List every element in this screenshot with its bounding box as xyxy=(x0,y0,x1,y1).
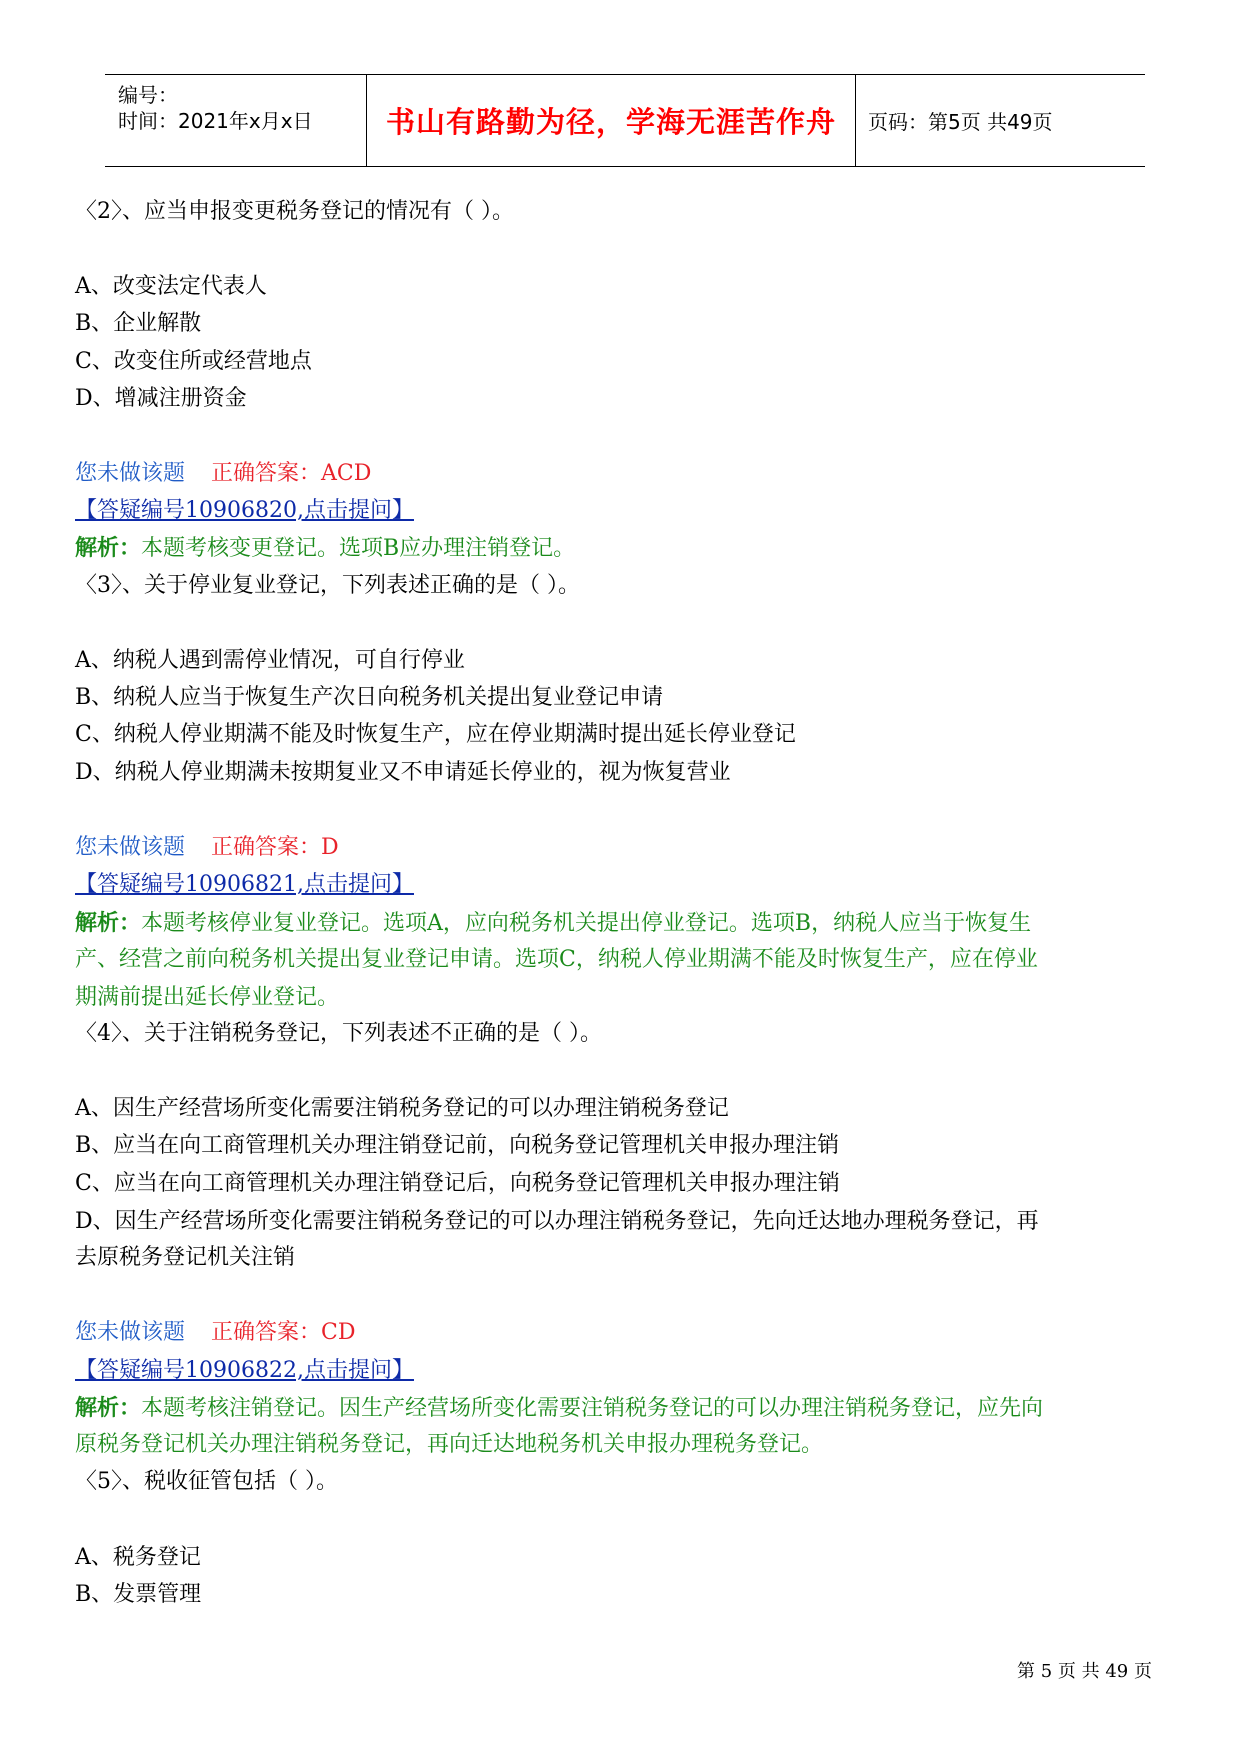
option: B、应当在向工商管理机关办理注销登记前，向税务登记管理机关申报办理注销 xyxy=(75,1133,840,1158)
header-page-cell xyxy=(856,75,1145,166)
question-stem: 〈2〉、应当申报变更税务登记的情况有（ ）。 xyxy=(75,199,514,224)
correct-answer: 正确答案：CD xyxy=(211,1320,356,1345)
analysis-line xyxy=(75,907,1031,940)
option: C、纳税人停业期满不能及时恢复生产，应在停业期满时提出延长停业登记 xyxy=(75,722,796,747)
analysis-label: 解析： xyxy=(75,1395,142,1421)
option: B、发票管理 xyxy=(75,1582,202,1607)
time-label: 时间：2021年x月x日 xyxy=(118,109,313,133)
question-stem: 〈4〉、关于注销税务登记，下列表述不正确的是（ ）。 xyxy=(75,1021,602,1046)
answer-row xyxy=(75,832,339,864)
option: 去原税务登记机关注销 xyxy=(75,1245,296,1270)
option: D、纳税人停业期满未按期复业又不申请延长停业的，视为恢复营业 xyxy=(75,760,731,785)
question-link[interactable]: 【答疑编号10906820,点击提问】 xyxy=(75,498,414,523)
option: C、改变住所或经营地点 xyxy=(75,349,312,374)
not-done-status: 您未做该题 xyxy=(75,461,186,486)
motto-text: 书山有路勤为径，学海无涯苦作舟 xyxy=(385,105,836,139)
answer-row xyxy=(75,1317,356,1349)
question-link[interactable]: 【答疑编号10906821,点击提问】 xyxy=(75,872,414,897)
page-footer: 第 5 页 共 49 页 xyxy=(1017,1661,1152,1682)
analysis-label: 解析： xyxy=(75,535,142,561)
question-stem: 〈5〉、税收征管包括（ ）。 xyxy=(75,1469,338,1494)
option: B、企业解散 xyxy=(75,311,202,336)
analysis-text: 本题考核停业复业登记。选项A，应向税务机关提出停业登记。选项B，纳税人应当于恢复生 xyxy=(141,911,1032,936)
option: D、增减注册资金 xyxy=(75,386,247,411)
not-done-status: 您未做该题 xyxy=(75,835,186,860)
option: C、应当在向工商管理机关办理注销登记后，向税务登记管理机关申报办理注销 xyxy=(75,1171,840,1196)
header-left-cell xyxy=(105,75,367,166)
analysis-text: 产、经营之前向税务机关提出复业登记申请。选项C，纳税人停业期满不能及时恢复生产，应在停业 xyxy=(75,947,1038,972)
analysis-text: 本题考核变更登记。选项B应办理注销登记。 xyxy=(141,536,576,561)
analysis-text: 本题考核注销登记。因生产经营场所变化需要注销税务登记的可以办理注销税务登记，应先向 xyxy=(141,1396,1044,1421)
question-stem: 〈3〉、关于停业复业登记，下列表述正确的是（ ）。 xyxy=(75,573,580,598)
option: A、因生产经营场所变化需要注销税务登记的可以办理注销税务登记 xyxy=(75,1096,729,1121)
option: A、改变法定代表人 xyxy=(75,274,267,299)
not-done-status: 您未做该题 xyxy=(75,1320,186,1345)
answer-row xyxy=(75,458,371,490)
option: A、纳税人遇到需停业情况，可自行停业 xyxy=(75,648,465,673)
page-header xyxy=(105,74,1145,167)
correct-answer: 正确答案：ACD xyxy=(211,461,372,486)
analysis-text: 期满前提出延长停业登记。 xyxy=(75,985,340,1010)
header-page-info: 页码：第5页 共49页 xyxy=(868,110,1053,134)
analysis-label: 解析： xyxy=(75,910,142,936)
correct-answer: 正确答案：D xyxy=(211,835,339,860)
analysis-text: 原税务登记机关办理注销税务登记，再向迁达地税务机关申报办理税务登记。 xyxy=(75,1432,824,1457)
question-link[interactable]: 【答疑编号10906822,点击提问】 xyxy=(75,1358,414,1383)
analysis-line xyxy=(75,532,575,565)
header-motto-cell xyxy=(367,75,856,166)
option: D、因生产经营场所变化需要注销税务登记的可以办理注销税务登记，先向迁达地办理税务登记，再 xyxy=(75,1209,1039,1234)
number-label: 编号： xyxy=(118,83,178,107)
analysis-line xyxy=(75,1392,1043,1425)
option: A、税务登记 xyxy=(75,1545,201,1570)
option: B、纳税人应当于恢复生产次日向税务机关提出复业登记申请 xyxy=(75,685,664,710)
